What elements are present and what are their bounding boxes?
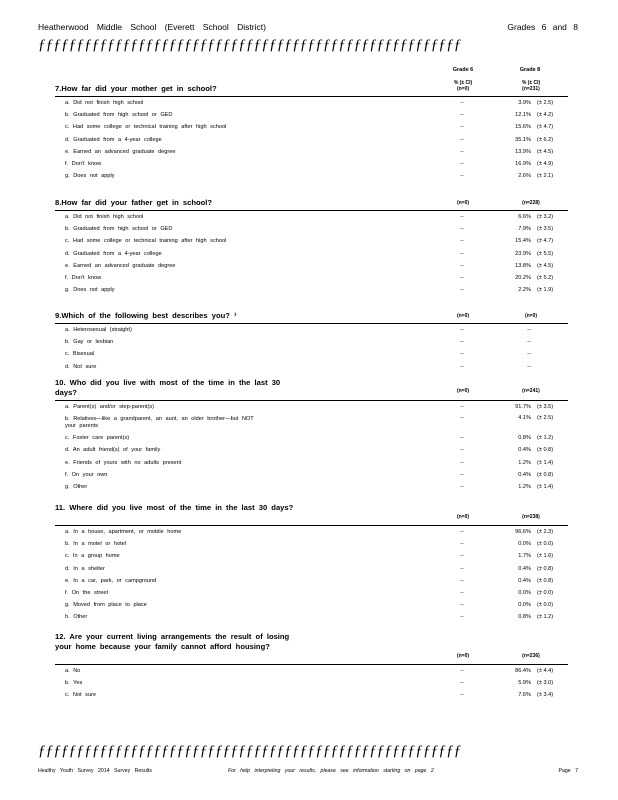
question-title: 12. Are your current living arrangements the result of losing your home because your family cannot afford housing? bbox=[55, 632, 290, 651]
grade8-confidence-interval: (± 4.9) bbox=[537, 160, 554, 167]
grade8-percent: -- bbox=[527, 339, 531, 346]
footer-survey: Healthy Youth Survey 2014 Survey Results bbox=[38, 768, 152, 774]
answer-label: g. Other bbox=[65, 483, 88, 490]
grade8-percent: 0.8% bbox=[518, 435, 531, 442]
answer-label: d. In a shelter bbox=[65, 565, 105, 572]
grade8-percent: 0.4% bbox=[518, 471, 531, 478]
answer-label: b. Yes bbox=[65, 680, 83, 687]
grade8-percent: 0.4% bbox=[518, 565, 531, 572]
grade8-sample-size: (n=241) bbox=[522, 388, 540, 394]
grade8-confidence-interval: (± 4.2) bbox=[537, 112, 554, 119]
table-row bbox=[55, 457, 568, 469]
grade8-confidence-interval: (± 1.2) bbox=[537, 435, 554, 442]
grade6-value: -- bbox=[460, 339, 464, 346]
grade8-confidence-interval: (± 0.8) bbox=[537, 471, 554, 478]
grade8-percent: 0.0% bbox=[518, 589, 531, 596]
grade6-value: -- bbox=[460, 327, 464, 333]
grade8-percent: 0.0% bbox=[518, 602, 531, 609]
grade8-confidence-interval: (± 2.3) bbox=[537, 529, 554, 535]
answer-label: b. Gay or lesbian bbox=[65, 339, 114, 346]
table-row bbox=[55, 361, 568, 373]
table-row bbox=[55, 444, 568, 456]
grade8-percent: 3.9% bbox=[518, 100, 531, 106]
table-row bbox=[55, 272, 568, 284]
answer-label: a. Parent(s) and/or step-parent(s) bbox=[65, 404, 155, 410]
grade6-sample-size: % (± CI) (n=0) bbox=[453, 80, 473, 92]
grade8-percent: 12.1% bbox=[515, 112, 531, 119]
grade6-sample-size: (n=0) bbox=[456, 653, 470, 659]
grade8-confidence-interval: (± 0.8) bbox=[537, 577, 554, 584]
grade6-value: -- bbox=[460, 173, 464, 180]
column-header-grade6: Grade 6 bbox=[452, 67, 474, 73]
grade8-percent: 23.9% bbox=[515, 250, 531, 257]
grade6-value: -- bbox=[460, 614, 464, 621]
answer-label: g. Moved from place to place bbox=[65, 602, 147, 609]
grade6-value: -- bbox=[460, 602, 464, 609]
grade8-percent: 6.6% bbox=[518, 214, 531, 220]
question-title: 7.How far did your mother get in school? bbox=[55, 84, 217, 93]
grade8-sample-size: (n=236) bbox=[522, 653, 540, 659]
grade8-percent: 91.7% bbox=[515, 404, 531, 410]
question-block bbox=[55, 378, 568, 493]
table-row bbox=[55, 401, 568, 413]
grade8-confidence-interval: (± 0.0) bbox=[537, 589, 554, 596]
grade8-confidence-interval: (± 2.5) bbox=[537, 100, 554, 106]
answer-label: b. Graduated from high school or GED bbox=[65, 226, 173, 233]
grade8-confidence-interval: (± 3.2) bbox=[537, 214, 554, 220]
answer-label: f. On the street bbox=[65, 589, 108, 596]
grade8-confidence-interval: (± 5.5) bbox=[537, 250, 554, 257]
table-row bbox=[55, 413, 568, 432]
answer-label: g. Does not apply bbox=[65, 287, 115, 294]
grade8-percent: 13.9% bbox=[515, 148, 531, 155]
grade8-confidence-interval: (± 2.1) bbox=[537, 173, 554, 180]
table-row bbox=[55, 211, 568, 223]
grade6-sample-size: (n=0) bbox=[456, 388, 470, 394]
table-row bbox=[55, 324, 568, 336]
table-row bbox=[55, 336, 568, 348]
grade8-percent: 96.6% bbox=[515, 529, 531, 535]
grade6-value: -- bbox=[460, 471, 464, 478]
answer-rows bbox=[55, 97, 568, 182]
answer-label: d. Graduated from a 4-year college bbox=[65, 136, 162, 143]
table-row bbox=[55, 158, 568, 170]
table-row bbox=[55, 587, 568, 599]
grade8-confidence-interval: (± 3.4) bbox=[537, 692, 554, 699]
grade8-sample-size: % (± CI) (n=231) bbox=[521, 80, 541, 92]
grade6-value: -- bbox=[460, 668, 464, 674]
table-row bbox=[55, 526, 568, 538]
answer-label: c. Foster care parent(s) bbox=[65, 435, 130, 442]
grade8-percent: 15.4% bbox=[515, 238, 531, 245]
question-title: 10. Who did you live with most of the time in the last 30 days? bbox=[55, 378, 281, 397]
answer-label: a. In a house, apartment, or mobile home bbox=[65, 529, 182, 535]
table-row bbox=[55, 121, 568, 133]
answer-label: e. In a car, park, or campground bbox=[65, 577, 157, 584]
grade8-percent: 0.8% bbox=[518, 614, 531, 621]
grade6-value: -- bbox=[460, 351, 464, 358]
grade8-confidence-interval: (± 3.5) bbox=[537, 404, 554, 410]
grade6-sample-size: (n=0) bbox=[456, 200, 470, 206]
grade8-percent: 4.1% bbox=[518, 415, 531, 422]
table-row bbox=[55, 97, 568, 109]
grade8-percent: 1.2% bbox=[518, 459, 531, 466]
table-row bbox=[55, 260, 568, 272]
grade6-value: -- bbox=[460, 529, 464, 535]
grade8-confidence-interval: (± 1.2) bbox=[537, 614, 554, 621]
table-row bbox=[55, 538, 568, 550]
answer-label: c. Not sure bbox=[65, 692, 97, 699]
grade8-confidence-interval: (± 0.8) bbox=[537, 565, 554, 572]
answer-label: b. Graduated from high school or GED bbox=[65, 112, 173, 119]
grade6-value: -- bbox=[460, 226, 464, 233]
table-row bbox=[55, 469, 568, 481]
grade8-confidence-interval: (± 1.4) bbox=[537, 459, 554, 466]
grade6-value: -- bbox=[460, 287, 464, 294]
grade8-sample-size: (n=238) bbox=[522, 514, 540, 520]
grade8-percent: 7.6% bbox=[518, 692, 531, 699]
grade6-value: -- bbox=[460, 274, 464, 281]
grade6-value: -- bbox=[460, 148, 464, 155]
grade6-value: -- bbox=[460, 577, 464, 584]
answer-rows bbox=[55, 324, 568, 373]
grade8-percent: 1.7% bbox=[518, 553, 531, 560]
grade6-value: -- bbox=[460, 435, 464, 442]
grade8-percent: 16.9% bbox=[515, 160, 531, 167]
grade6-value: -- bbox=[460, 124, 464, 131]
grade8-percent: 35.1% bbox=[515, 136, 531, 143]
grade8-confidence-interval: (± 1.9) bbox=[537, 287, 554, 294]
grade8-percent: 2.6% bbox=[518, 173, 531, 180]
grade8-confidence-interval: (± 4.5) bbox=[537, 148, 554, 155]
answer-label: e. Earned an advanced graduate degree bbox=[65, 262, 176, 269]
table-row bbox=[55, 689, 568, 701]
table-row bbox=[55, 665, 568, 677]
answer-label: f. On your own bbox=[65, 471, 108, 478]
grade8-percent: 0.0% bbox=[518, 541, 531, 548]
grade6-value: -- bbox=[460, 250, 464, 257]
grade8-percent: 86.4% bbox=[515, 668, 531, 674]
question-title: 8.How far did your father get in school? bbox=[55, 198, 213, 207]
grade8-confidence-interval: (± 4.7) bbox=[537, 238, 554, 245]
grade8-sample-size: (n=228) bbox=[522, 200, 540, 206]
table-row bbox=[55, 235, 568, 247]
answer-label: b. Relatives—like a grandparent, an aunt, an older brother—but NOT your parents bbox=[65, 416, 254, 429]
question-title: 9.Which of the following best describes you? ¹ bbox=[55, 311, 237, 320]
answer-label: c. Had some college or technical training after high school bbox=[65, 238, 227, 245]
grade6-sample-size: (n=0) bbox=[456, 514, 470, 520]
question-block bbox=[55, 632, 568, 702]
answer-label: d. An adult friend(s) of your family bbox=[65, 447, 161, 454]
table-row bbox=[55, 599, 568, 611]
table-row bbox=[55, 481, 568, 493]
table-row bbox=[55, 170, 568, 182]
answer-label: c. Had some college or technical training after high school bbox=[65, 124, 227, 131]
answer-rows bbox=[55, 526, 568, 624]
answer-label: d. Graduated from a 4-year college bbox=[65, 250, 162, 257]
grade6-value: -- bbox=[460, 136, 464, 143]
grade6-value: -- bbox=[460, 238, 464, 245]
grade8-confidence-interval: (± 4.4) bbox=[537, 668, 554, 674]
grade8-percent: 0.4% bbox=[518, 447, 531, 454]
answer-rows bbox=[55, 401, 568, 493]
grade8-percent: 7.9% bbox=[518, 226, 531, 233]
grade8-confidence-interval: (± 4.7) bbox=[537, 124, 554, 131]
answer-label: b. In a motel or hotel bbox=[65, 541, 126, 548]
grade6-value: -- bbox=[460, 112, 464, 119]
table-row bbox=[55, 146, 568, 158]
table-row bbox=[55, 550, 568, 562]
decorative-rule-top: ƒƒƒƒƒƒƒƒƒƒƒƒƒƒƒƒƒƒƒƒƒƒƒƒƒƒƒƒƒƒƒƒƒƒƒƒƒƒƒƒƒƒƒƒƒƒƒƒƒƒƒƒƒƒƒ bbox=[38, 37, 462, 53]
grade8-sample-size: (n=0) bbox=[524, 313, 538, 319]
question-block bbox=[55, 198, 568, 296]
grade8-percent: -- bbox=[527, 327, 531, 333]
question-block bbox=[55, 311, 568, 373]
grade6-value: -- bbox=[460, 447, 464, 454]
question-title: 11. Where did you live most of the time in the last 30 days? bbox=[55, 503, 294, 512]
table-row bbox=[55, 348, 568, 360]
grade8-confidence-interval: (± 1.4) bbox=[537, 483, 554, 490]
answer-rows bbox=[55, 665, 568, 702]
table-row bbox=[55, 611, 568, 623]
footer-page-number: Page 7 bbox=[558, 768, 578, 774]
grade6-value: -- bbox=[460, 160, 464, 167]
grade6-value: -- bbox=[460, 415, 464, 422]
answer-label: a. Did not finish high school bbox=[65, 100, 144, 106]
answer-label: f. Don't know bbox=[65, 160, 102, 167]
answer-label: a. Heterosexual (straight) bbox=[65, 327, 132, 333]
grade8-confidence-interval: (± 0.0) bbox=[537, 602, 554, 609]
table-row bbox=[55, 134, 568, 146]
grade6-value: -- bbox=[460, 553, 464, 560]
question-title-wrap bbox=[55, 311, 568, 322]
grade6-value: -- bbox=[460, 363, 464, 370]
grade6-value: -- bbox=[460, 680, 464, 687]
answer-label: c. Bisexual bbox=[65, 351, 95, 358]
table-row bbox=[55, 432, 568, 444]
grade8-confidence-interval: (± 3.0) bbox=[537, 680, 554, 687]
footer-help: For help interpreting your results, please see information starting on page 2 bbox=[228, 768, 434, 774]
grade8-percent: 0.4% bbox=[518, 577, 531, 584]
decorative-rule-bottom: ƒƒƒƒƒƒƒƒƒƒƒƒƒƒƒƒƒƒƒƒƒƒƒƒƒƒƒƒƒƒƒƒƒƒƒƒƒƒƒƒƒƒƒƒƒƒƒƒƒƒƒƒƒƒƒ bbox=[38, 743, 462, 759]
answer-label: g. Does not apply bbox=[65, 173, 115, 180]
answer-label: h. Other bbox=[65, 614, 88, 621]
grade8-confidence-interval: (± 0.8) bbox=[537, 447, 554, 454]
grade8-percent: 15.6% bbox=[515, 124, 531, 131]
answer-label: a. Did not finish high school bbox=[65, 214, 144, 220]
grade8-confidence-interval: (± 5.2) bbox=[537, 274, 554, 281]
grade6-value: -- bbox=[460, 692, 464, 699]
answer-label: e. Earned an advanced graduate degree bbox=[65, 148, 176, 155]
grade6-value: -- bbox=[460, 565, 464, 572]
question-block bbox=[55, 503, 568, 624]
grade6-value: -- bbox=[460, 483, 464, 490]
table-row bbox=[55, 223, 568, 235]
question-title-wrap bbox=[55, 198, 568, 209]
question-title-wrap bbox=[55, 378, 568, 399]
grade8-confidence-interval: (± 1.6) bbox=[537, 553, 554, 560]
grade6-value: -- bbox=[460, 541, 464, 548]
grade8-percent: 1.2% bbox=[518, 483, 531, 490]
answer-label: e. Friends of yours with no adults present bbox=[65, 459, 182, 466]
grade8-percent: 13.8% bbox=[515, 262, 531, 269]
answer-rows bbox=[55, 211, 568, 296]
answer-label: f. Don't know bbox=[65, 274, 102, 281]
grade8-percent: -- bbox=[527, 351, 531, 358]
answer-label: a. No bbox=[65, 668, 81, 674]
answer-label: d. Not sure bbox=[65, 363, 97, 370]
answer-label: c. In a group home bbox=[65, 553, 120, 560]
table-row bbox=[55, 284, 568, 296]
header-school: Heatherwood Middle School (Everett School District) bbox=[38, 22, 266, 32]
grade6-value: -- bbox=[460, 100, 464, 106]
grade6-value: -- bbox=[460, 589, 464, 596]
table-row bbox=[55, 109, 568, 121]
table-row bbox=[55, 677, 568, 689]
table-row bbox=[55, 575, 568, 587]
grade8-confidence-interval: (± 0.0) bbox=[537, 541, 554, 548]
grade6-value: -- bbox=[460, 262, 464, 269]
grade6-value: -- bbox=[460, 214, 464, 220]
grade8-confidence-interval: (± 2.5) bbox=[537, 415, 554, 422]
table-row bbox=[55, 563, 568, 575]
question-block bbox=[55, 80, 568, 182]
header-grades: Grades 6 and 8 bbox=[507, 22, 578, 32]
table-row bbox=[55, 248, 568, 260]
grade6-value: -- bbox=[460, 459, 464, 466]
question-title-wrap bbox=[55, 503, 568, 524]
question-title-wrap bbox=[55, 632, 568, 663]
grade6-sample-size: (n=0) bbox=[456, 313, 470, 319]
grade8-percent: 5.9% bbox=[518, 680, 531, 687]
grade6-value: -- bbox=[460, 404, 464, 410]
grade8-percent: 2.2% bbox=[518, 287, 531, 294]
grade8-confidence-interval: (± 3.5) bbox=[537, 226, 554, 233]
grade8-confidence-interval: (± 4.5) bbox=[537, 262, 554, 269]
grade8-percent: -- bbox=[527, 363, 531, 370]
grade8-confidence-interval: (± 6.2) bbox=[537, 136, 554, 143]
question-title-wrap bbox=[55, 80, 568, 95]
grade8-percent: 20.2% bbox=[515, 274, 531, 281]
column-header-grade8: Grade 8 bbox=[519, 67, 541, 73]
